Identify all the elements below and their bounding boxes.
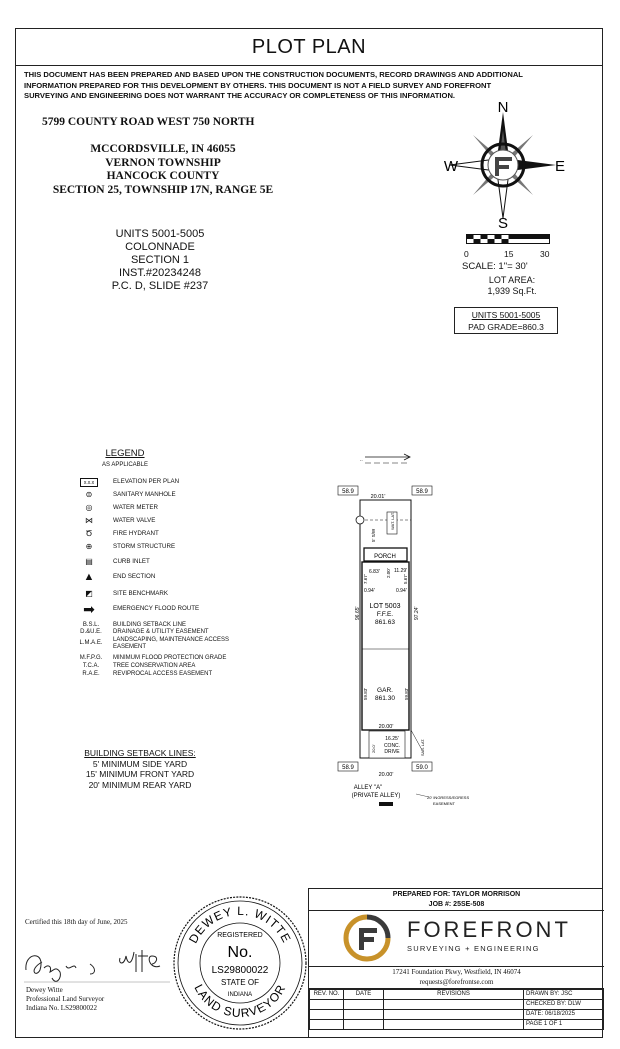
sidewalk-label: 5' S/W [371, 528, 376, 542]
abbreviation: T.C.A. [82, 663, 100, 669]
setback-line: 5' MINIMUM SIDE YARD [92, 758, 188, 769]
table-row [310, 1000, 604, 1010]
table-cell [310, 1010, 344, 1020]
site-benchmark-icon: ◩ [85, 589, 93, 598]
water-meter-icon [356, 516, 364, 524]
scale-tick-label: 30 [540, 249, 550, 259]
location-line: VERNON TOWNSHIP [105, 156, 221, 169]
logo-f-shape [359, 928, 377, 950]
abbreviation-def: MINIMUM FLOOD PROTECTION GRADE [113, 655, 227, 661]
table-row [310, 1010, 604, 1020]
location-block [38, 143, 288, 197]
compass-label-e: E [554, 158, 566, 175]
logo-ring-dark [367, 917, 388, 938]
surveyor-license: Indiana No. LS29800022 [26, 1004, 97, 1012]
company-address [309, 966, 604, 987]
abbreviation: D.&U.E. [80, 629, 102, 635]
scale-tick-label: 0 [464, 249, 469, 259]
table-cell [310, 1020, 344, 1030]
table-cell [384, 1010, 524, 1020]
right-lot-length: 97.24' [414, 606, 420, 620]
street-dots: .. [360, 457, 363, 463]
date-header: DATE [344, 990, 384, 1000]
rev-no-header: REV. NO. [310, 990, 344, 1000]
legend-item-label: WATER VALVE [113, 517, 156, 524]
left-lot-length: 96.65' [355, 606, 361, 620]
lot-number: LOT 5003 [369, 603, 401, 610]
fire-hydrant-icon: Ծ [85, 529, 93, 538]
subdivision-block [90, 228, 230, 293]
subdivision-line: INST.#20234248 [119, 267, 201, 279]
pad-grade-value: PAD GRADE=860.3 [468, 322, 544, 332]
lot-area-label: LOT AREA: [488, 275, 536, 285]
disclaimer-line: SURVEYING AND ENGINEERING DOES NOT WARRANT THE ACCURACY OR COMPLETENESS OF THIS INFORMATION. [24, 91, 456, 100]
table-cell [310, 1000, 344, 1010]
curb-inlet-icon: ▤ [85, 557, 93, 566]
checked-by: CHECKED BY: DLW [524, 1000, 604, 1010]
drawing-date: DATE: 06/18/2025 [524, 1010, 604, 1020]
seal-registered: REGISTERED [217, 932, 263, 939]
table-cell [344, 1010, 384, 1020]
seal-no: No. [227, 944, 253, 961]
subdivision-line: UNITS 5001-5005 [115, 228, 205, 240]
abbreviation-def: REVIPROCAL ACCESS EASEMENT [113, 671, 213, 677]
abbreviation-def: BUILDING SETBACK LINE [113, 622, 187, 628]
end-section-icon: ▲ [83, 571, 95, 583]
corner-elevation-tl-text: 58.9 [342, 489, 354, 495]
drive-label: DRIVE [384, 749, 400, 755]
company-name: FOREFRONT [407, 917, 571, 942]
compass-label-w: W [443, 158, 459, 175]
page-number: PAGE 1 OF 1 [524, 1020, 604, 1030]
scale-bar [466, 234, 550, 248]
easement-label: 20' INGRESS/EGRESS [427, 795, 470, 800]
table-row [310, 1020, 604, 1030]
porch-dim: 11.29' [394, 568, 408, 574]
ffe-label: F.F.E. [376, 611, 394, 618]
legend-item-label: ELEVATION PER PLAN [113, 478, 180, 485]
legend-item-label: EMERGENCY FLOOD ROUTE [113, 605, 200, 612]
alley-sublabel: (PRIVATE ALLEY) [351, 793, 401, 799]
dim-label: 7.67' [363, 574, 368, 584]
legend-item-label: STORM STRUCTURE [113, 543, 176, 550]
prepared-for: PREPARED FOR: TAYLOR MORRISON [392, 891, 521, 898]
location-line: HANCOCK COUNTY [106, 170, 220, 182]
drive-side-dim: 20.0' [371, 744, 376, 753]
abbreviation: L.M.A.E. [79, 640, 103, 646]
garage-label: GAR. [377, 687, 393, 694]
disclaimer-text [24, 70, 594, 102]
drive-width-dim: 16.25' [385, 736, 399, 742]
legend-subtitle: AS APPLICABLE [101, 462, 149, 468]
seal-indiana: INDIANA [227, 992, 253, 998]
dim-label: 6.83' [369, 569, 380, 575]
table-row [310, 990, 604, 1000]
sanitary-lateral-label: SAN. LAT. [421, 738, 425, 756]
dim-label: 5.67' [403, 574, 408, 584]
corner-elevation-tr-text: 58.9 [416, 489, 428, 495]
elevation-box-icon: x.x.x [80, 478, 98, 487]
water-valve-icon: ⋈ [85, 516, 93, 525]
flood-route-arrow-icon: ➡ [83, 601, 95, 617]
location-line: SECTION 25, TOWNSHIP 17N, RANGE 5E [52, 183, 274, 196]
revision-grid [309, 989, 604, 1030]
signature-stroke [26, 950, 160, 981]
abbreviation-def: DRAINAGE & UTILITY EASEMENT [113, 629, 209, 635]
dim-label: 2.00' [386, 568, 391, 578]
revisions-header: REVISIONS [384, 990, 524, 1000]
width-bottom-dim: 20.00' [378, 772, 394, 778]
abbreviation: M.F.P.G. [79, 655, 103, 661]
disclaimer-line: THIS DOCUMENT HAS BEEN PREPARED AND BASED UPON THE CONSTRUCTION DOCUMENTS, RECORD DRAWINGS AND ADDITIONAL [24, 70, 523, 79]
setback-line: 15' MINIMUM FRONT YARD [85, 769, 195, 779]
seal-top-path: DEWEY L. WITTE [185, 903, 295, 946]
pad-grade-box [454, 307, 558, 334]
surveyor-title: Professional Land Surveyor [26, 995, 105, 1003]
disclaimer-line: INFORMATION PREPARED FOR THIS DEVELOPMENT BY OTHERS. THIS DOCUMENT IS NOT A FIELD SURVEY AND FOREFRONT [24, 80, 492, 90]
forefront-logo-icon [343, 914, 391, 962]
corner-elevation-bl-text: 58.9 [342, 765, 354, 771]
table-cell [344, 1020, 384, 1030]
setback-lines-block [80, 748, 200, 790]
surveyor-info [26, 986, 104, 1013]
setback-title: BUILDING SETBACK LINES: [84, 748, 196, 758]
drawn-by: DRAWN BY: JSC [524, 990, 604, 1000]
table-cell [384, 1020, 524, 1030]
easement-label: EASEMENT [433, 801, 456, 806]
width-mid-dim: 20.00' [378, 724, 394, 730]
lot-area-block [470, 275, 554, 297]
width-top-dim: 20.01' [370, 494, 386, 500]
abbreviation-def: TREE CONSERVATION AREA [113, 663, 196, 669]
title-block [308, 888, 603, 1038]
legend-item-label: WATER METER [113, 504, 159, 511]
seal-bottom-path: LAND SURVEYOR [191, 981, 289, 1021]
corner-elevation-br-text: 59.0 [416, 765, 428, 771]
legend-item-label: CURB INLET [113, 558, 150, 565]
setback-line: 20' MINIMUM REAR YARD [88, 779, 192, 790]
company-street: 17241 Foundation Pkwy, Westfield, IN 46074 [392, 968, 521, 976]
company-email: requests@forefrontse.com [419, 978, 494, 986]
lot-area-value: 1,939 Sq.Ft. [487, 286, 537, 296]
revision-table [309, 988, 604, 1030]
legend-item-label: FIRE HYDRANT [113, 530, 159, 537]
surveyor-name: Dewey Witte [26, 986, 63, 994]
location-line: MCCORDSVILLE, IN 46055 [90, 143, 236, 155]
dim-label: 0.94' [364, 588, 375, 594]
dim-label: 0.94' [396, 588, 407, 594]
water-meter-icon: ◎ [85, 503, 93, 512]
subdivision-line: P.C. D, SLIDE #237 [111, 280, 209, 292]
certification-date: Certified this 18th day of June, 2025 [25, 918, 128, 926]
seal-number: LS29800022 [211, 965, 269, 976]
seal-state-of: STATE OF [221, 978, 259, 987]
garage-elevation: 861.30 [375, 695, 395, 702]
table-cell [384, 1000, 524, 1010]
pad-grade-units: UNITS 5001-5005 [471, 310, 541, 320]
porch-label: PORCH [374, 554, 396, 560]
company-tagline: SURVEYING + ENGINEERING [407, 944, 540, 953]
legend-item-label: END SECTION [113, 573, 156, 580]
legend-item-label: SANITARY MANHOLE [113, 491, 176, 498]
alley-label: ALLEY "A" [353, 785, 383, 791]
abbreviation-def: LANDSCAPING, MAINTENANCE ACCESS EASEMENT [113, 637, 230, 650]
compass-label-s: S [497, 215, 509, 230]
north-arrow-compass-icon [438, 100, 568, 230]
scale-label: SCALE: 1"= 30' [462, 261, 528, 272]
garage-right-dim: 59.83' [404, 687, 409, 700]
prepared-for-block [309, 889, 604, 911]
scale-tick-label: 15 [504, 249, 514, 259]
legend-title: LEGEND [105, 448, 145, 459]
table-cell [344, 1000, 384, 1010]
surveyor-seal [172, 895, 308, 1031]
abbreviation: R.A.E. [82, 671, 100, 677]
job-number: JOB #: 25SE-508 [428, 901, 485, 908]
water-lateral-label: WAT. LAT. [390, 512, 395, 530]
storm-structure-icon: ⊕ [85, 542, 93, 551]
compass-label-n: N [497, 100, 509, 116]
subdivision-line: COLONNADE [125, 241, 195, 253]
subdivision-line: SECTION 1 [130, 254, 190, 266]
surveyor-signature [20, 938, 180, 986]
ffe-value: 861.63 [375, 619, 395, 626]
property-address: 5799 COUNTY ROAD WEST 750 NORTH [42, 116, 255, 128]
abbreviation: B.S.L. [82, 622, 100, 628]
alley-mark [379, 802, 393, 806]
drive-label: CONC. [383, 743, 401, 749]
legend-item-label: SITE BENCHMARK [113, 590, 169, 597]
sanitary-manhole-icon: ⊜ [85, 490, 93, 499]
garage-left-dim: 59.83' [363, 687, 368, 700]
page-title: PLOT PLAN [15, 28, 603, 66]
plot-drawing [330, 450, 480, 820]
